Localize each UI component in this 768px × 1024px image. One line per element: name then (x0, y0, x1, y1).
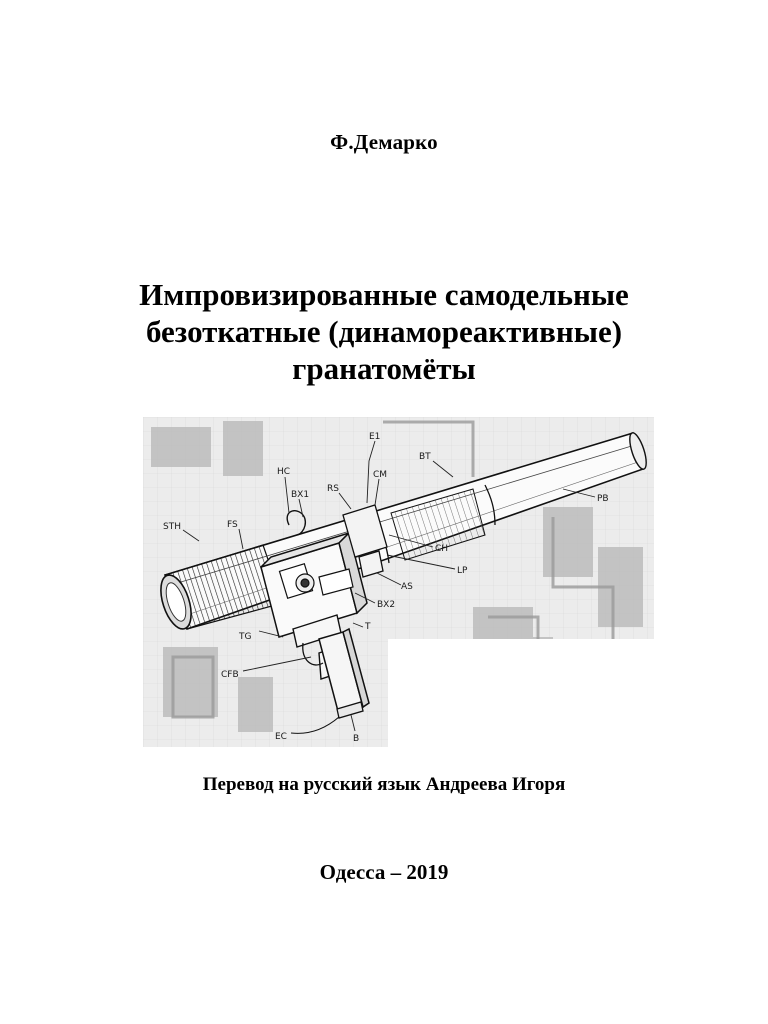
label-tg: TG (239, 632, 252, 642)
label-t: T (365, 622, 371, 632)
translator-credit: Перевод на русский язык Андреева Игоря (202, 774, 566, 795)
title-line-1: Импровизированные самодельные (139, 277, 629, 312)
label-e1: E1 (369, 432, 381, 442)
label-hc: HC (277, 467, 291, 477)
document-title (84, 276, 684, 387)
city-year: Одесса – 2019 (319, 860, 449, 884)
label-bx2: BX2 (377, 600, 396, 610)
label-lp: LP (457, 566, 468, 576)
title-line-2: безоткатные (динамореактивные) (145, 314, 623, 349)
label-cm: CM (373, 470, 388, 480)
label-pb: PB (597, 494, 609, 504)
author-name: Ф.Демарко (330, 130, 438, 154)
label-bx1: BX1 (291, 490, 310, 500)
label-bt: BT (419, 452, 431, 462)
label-b: B (353, 734, 360, 744)
title-line-3: гранатомёты (292, 351, 476, 386)
label-ec: EC (275, 732, 287, 742)
label-cfb: CFB (221, 670, 239, 680)
label-fs: FS (227, 520, 238, 530)
label-rs: RS (327, 484, 339, 494)
label-sth: STH (163, 522, 181, 532)
label-as: AS (401, 582, 413, 592)
launcher-illustration (143, 417, 654, 747)
label-ch: CH (435, 544, 449, 554)
